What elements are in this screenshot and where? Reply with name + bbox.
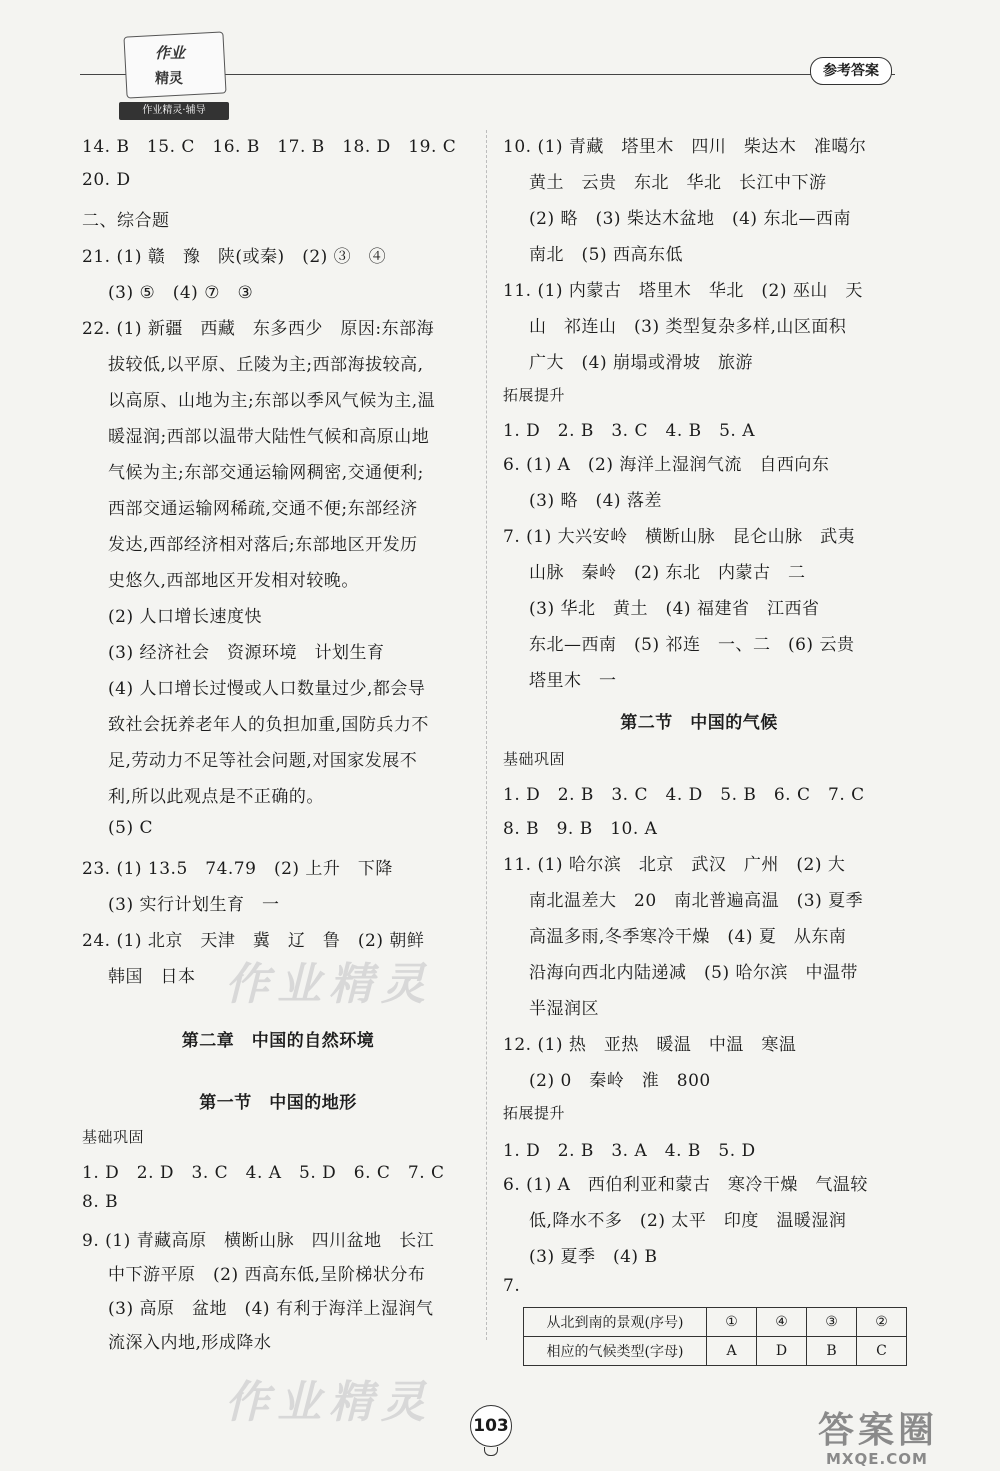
answer-line: 高温多雨,冬季寒冷干燥 (4) 夏 从东南 <box>529 927 847 947</box>
answer-line: (3) 高原 盆地 (4) 有利于海洋上湿润气 <box>108 1299 434 1319</box>
answer-line: 中下游平原 (2) 西高东低,呈阶梯状分布 <box>108 1265 426 1285</box>
answer-line: 气候为主;东部交通运输网稠密,交通便利; <box>108 463 424 483</box>
answer-line: (4) 人口增长过慢或人口数量过少,都会导 <box>108 679 426 699</box>
answer-line: 黄土 云贵 东北 华北 长江中下游 <box>529 173 827 193</box>
answer-line: 1. D 2. B 3. A 4. B 5. D <box>503 1141 756 1161</box>
answer-line: 山 祁连山 (3) 类型复杂多样,山区面积 <box>529 317 847 337</box>
answer-line: (3) ⑤ (4) ⑦ ③ <box>108 283 254 303</box>
answer-line: 山脉 秦岭 (2) 东北 内蒙古 二 <box>529 563 806 583</box>
answer-line: 1. D 2. D 3. C 4. A 5. D 6. C 7. C <box>82 1163 445 1183</box>
answer-line: 西部交通运输网稀疏,交通不便;东部经济 <box>108 499 418 519</box>
table-row-header: 相应的气候类型(字母) <box>524 1337 707 1366</box>
table-cell: ③ <box>807 1308 857 1337</box>
publisher-logo <box>115 28 233 126</box>
subsection-heading: 拓展提升 <box>503 1104 566 1122</box>
answer-line: 24. (1) 北京 天津 冀 辽 鲁 (2) 朝鲜 <box>82 931 425 951</box>
answer-line: 21. (1) 赣 豫 陕(或秦) (2) ③ ④ <box>82 247 387 267</box>
answer-line: 22. (1) 新疆 西藏 东多西少 原因:东部海 <box>82 319 435 339</box>
section-title: 第二节 中国的气候 <box>620 713 778 733</box>
table-row <box>524 1337 907 1366</box>
table-cell: C <box>857 1337 907 1366</box>
watermark: 作业精灵 <box>225 1377 433 1428</box>
answer-line: 南北温差大 20 南北普遍高温 (3) 夏季 <box>529 891 864 911</box>
table-row <box>524 1308 907 1337</box>
answer-line: 7. (1) 大兴安岭 横断山脉 昆仑山脉 武夷 <box>503 527 856 547</box>
subsection-heading: 基础巩固 <box>503 750 566 768</box>
landscape-climate-table <box>523 1307 907 1366</box>
answer-line: 7. <box>503 1276 521 1296</box>
table-cell: ④ <box>757 1308 807 1337</box>
answer-line: 11. (1) 内蒙古 塔里木 华北 (2) 巫山 天 <box>503 281 863 301</box>
answer-line: 发达,西部经济相对落后;东部地区开发历 <box>108 535 418 555</box>
answer-line: 利,所以此观点是不正确的。 <box>108 787 324 807</box>
answer-line: 12. (1) 热 亚热 暖温 中温 寒温 <box>503 1035 797 1055</box>
answer-line: 1. D 2. B 3. C 4. B 5. A <box>503 421 756 441</box>
answer-line: (2) 人口增长速度快 <box>108 607 262 627</box>
table-cell: B <box>807 1337 857 1366</box>
page-number: 103 <box>470 1405 512 1447</box>
answer-line: 23. (1) 13.5 74.79 (2) 上升 下降 <box>82 859 393 879</box>
table-cell: D <box>757 1337 807 1366</box>
answer-line: 8. B 9. B 10. A <box>503 819 658 839</box>
table-cell: A <box>707 1337 757 1366</box>
table-cell: ② <box>857 1308 907 1337</box>
answer-line: (3) 经济社会 资源环境 计划生育 <box>108 643 385 663</box>
answer-line: (5) C <box>108 818 153 838</box>
section-heading: 二、综合题 <box>82 211 170 231</box>
answer-line: 10. (1) 青藏 塔里木 四川 柴达木 准噶尔 <box>503 137 867 157</box>
answer-line: 足,劳动力不足等社会问题,对国家发展不 <box>108 751 418 771</box>
column-divider <box>486 130 487 1340</box>
answer-key-badge: 参考答案 <box>810 57 892 85</box>
section-title: 第一节 中国的地形 <box>199 1093 357 1113</box>
answer-line: 东北—西南 (5) 祁连 一、二 (6) 云贵 <box>529 635 855 655</box>
answer-line: 14. B 15. C 16. B 17. B 18. D 19. C <box>82 137 457 157</box>
answer-line: 以高原、山地为主;东部以季风气候为主,温 <box>108 391 436 411</box>
chapter-title: 第二章 中国的自然环境 <box>181 1031 375 1051</box>
watermark: 作业精灵 <box>225 959 433 1010</box>
answer-line: 20. D <box>82 170 131 190</box>
answer-line: 南北 (5) 西高东低 <box>529 245 683 265</box>
answer-line: 致社会抚养老年人的负担加重,国防兵力不 <box>108 715 429 735</box>
answer-line: 8. B <box>82 1192 119 1212</box>
subsection-heading: 基础巩固 <box>82 1128 145 1146</box>
answer-line: (2) 略 (3) 柴达木盆地 (4) 东北—西南 <box>529 209 851 229</box>
page-number-stand <box>484 1447 498 1456</box>
answer-line: 9. (1) 青藏高原 横断山脉 四川盆地 长江 <box>82 1231 435 1251</box>
answer-line: 流深入内地,形成降水 <box>108 1333 272 1353</box>
answer-line: 低,降水不多 (2) 太平 印度 温暖湿润 <box>529 1211 847 1231</box>
site-logo-text: 答案圈 <box>818 1409 939 1451</box>
answer-line: (3) 夏季 (4) B <box>529 1247 658 1267</box>
answer-line: (3) 略 (4) 落差 <box>529 491 662 511</box>
answer-line: (3) 实行计划生育 一 <box>108 895 280 915</box>
logo-line1: 作业 <box>155 44 186 62</box>
answer-line: 6. (1) A (2) 海洋上湿润气流 自西向东 <box>503 455 830 475</box>
answer-line: 韩国 日本 <box>108 967 196 987</box>
answer-line: (3) 华北 黄土 (4) 福建省 江西省 <box>529 599 820 619</box>
answer-line: (2) 0 秦岭 淮 800 <box>529 1071 711 1091</box>
answer-line: 半湿润区 <box>529 999 599 1019</box>
logo-tag: 作业精灵·辅导 <box>119 102 229 120</box>
logo-line2: 精灵 <box>155 71 183 87</box>
table-cell: ① <box>707 1308 757 1337</box>
answer-line: 沿海向西北内陆递减 (5) 哈尔滨 中温带 <box>529 963 858 983</box>
answer-line: 11. (1) 哈尔滨 北京 武汉 广州 (2) 大 <box>503 855 846 875</box>
table-row-header: 从北到南的景观(序号) <box>524 1308 707 1337</box>
subsection-heading: 拓展提升 <box>503 386 566 404</box>
answer-line: 广大 (4) 崩塌或滑坡 旅游 <box>529 353 753 373</box>
answer-line: 史悠久,西部地区开发相对较晚。 <box>108 571 359 591</box>
answer-line: 暖湿润;西部以温带大陆性气候和高原山地 <box>108 427 430 447</box>
site-logo-url: MXQE.COM <box>826 1450 928 1468</box>
answer-line: 1. D 2. B 3. C 4. D 5. B 6. C 7. C <box>503 785 865 805</box>
answer-line: 6. (1) A 西伯利亚和蒙古 寒冷干燥 气温较 <box>503 1175 868 1195</box>
answer-line: 塔里木 一 <box>529 671 617 691</box>
site-logo <box>800 1402 980 1468</box>
answer-line: 拔较低,以平原、丘陵为主;西部海拔较高, <box>108 355 424 375</box>
